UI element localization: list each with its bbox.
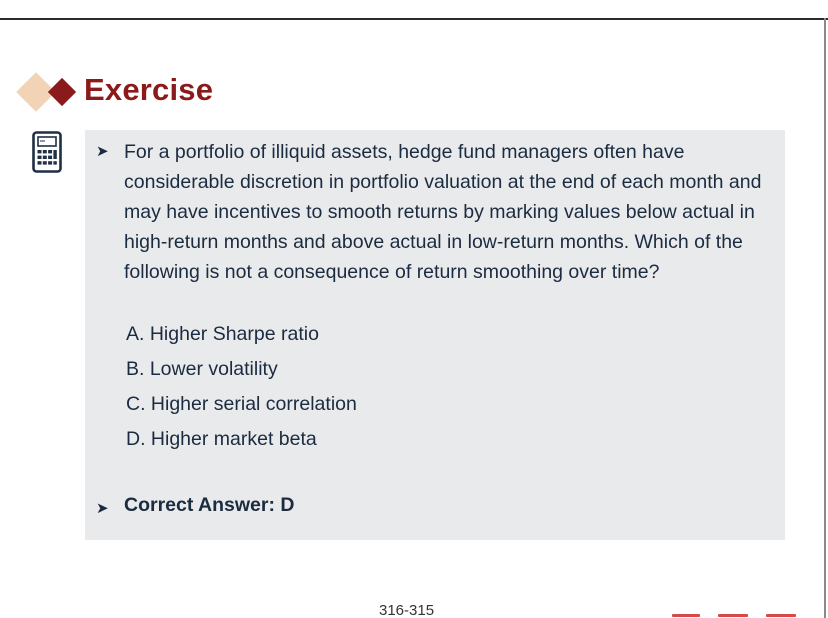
option-c: C. Higher serial correlation bbox=[126, 393, 357, 415]
question-text: For a portfolio of illiquid assets, hedge fund managers often have considerable discretion in portfolio valuation at the end of each month and may have incentives to smooth returns by marking values below actual in high-return months and above actual in low-return months. Which of the following is not a consequence of return smoothing over time? bbox=[124, 141, 762, 283]
calculator-icon bbox=[32, 131, 62, 173]
arrowhead-bullet-icon: ➤ bbox=[96, 500, 109, 517]
diamond-dark-icon bbox=[48, 78, 76, 106]
slide-title: Exercise bbox=[84, 72, 214, 107]
page-number: 316-315 bbox=[379, 602, 435, 618]
arrowhead-bullet-icon: ➤ bbox=[96, 143, 109, 160]
right-border-line bbox=[824, 18, 826, 618]
option-a: A. Higher Sharpe ratio bbox=[126, 323, 319, 345]
option-d: D. Higher market beta bbox=[126, 428, 317, 450]
logo-mark bbox=[766, 614, 796, 617]
top-border-line bbox=[0, 18, 828, 20]
question-panel bbox=[85, 130, 785, 540]
answer-options bbox=[126, 317, 357, 457]
footer-logo-marks bbox=[672, 612, 802, 618]
logo-mark bbox=[718, 614, 748, 617]
logo-mark bbox=[672, 614, 700, 617]
correct-answer: Correct Answer: D bbox=[124, 494, 295, 516]
option-b: B. Lower volatility bbox=[126, 358, 278, 380]
